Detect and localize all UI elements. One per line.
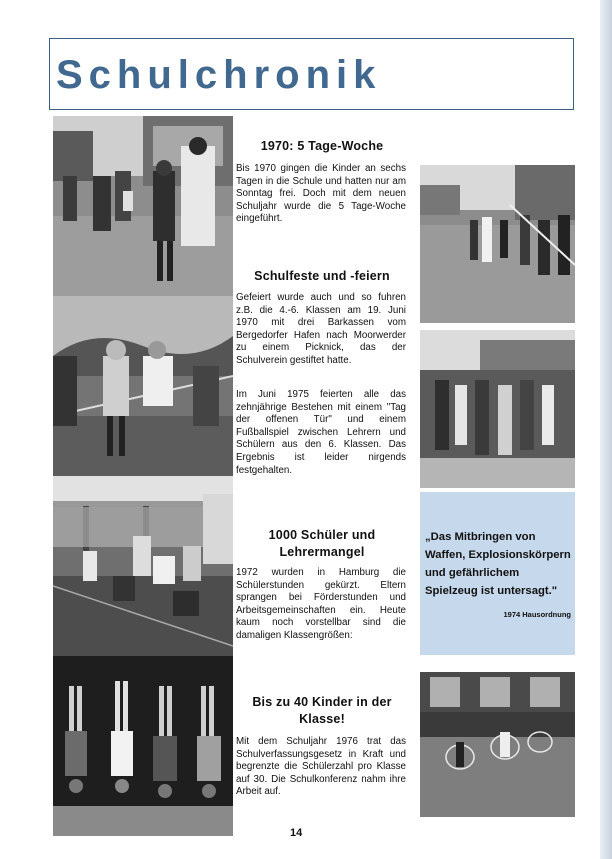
section-text-schulfeste-2: Im Juni 1975 feierten alle das zehnjährige Bestehen mit einem "Tag der offenen Tür" und einem Fußballspiel zwischen Lehrern und Schülern aus den 6. Klassen. Das Ergebnis ist leider nirgends festgehalten. xyxy=(236,389,406,476)
photo-street-parade xyxy=(420,165,575,323)
photo-handstands xyxy=(53,656,233,836)
section-text-schulfeste-1: Gefeiert wurde auch und so fuhren z.B. die 4.-6. Klassen am 19. Juni 1970 mit drei Barkassen vom Bergedorfer Hafen nach Moorwerder zu einem Picknick, das der Schulverein gestiftet hatte. xyxy=(236,292,406,366)
quote-text: „Das Mitbringen von Waffen, Explosionskörpern und gefährlichem Spielzeug ist untersagt." xyxy=(425,531,571,597)
section-heading-40-kinder: Bis zu 40 Kinder in der Klasse! xyxy=(252,695,392,726)
page-number: 14 xyxy=(290,827,303,839)
section-text-5-tage-woche: Bis 1970 gingen die Kinder an sechs Tagen in die Schule und hatten nur am Sonntag frei. Doch mit dem neuen Schuljahr wurde die 5 Tage-Woche eingeführt. xyxy=(236,163,406,225)
section-text-40-kinder: Mit dem Schuljahr 1976 trat das Schulverfassungsgesetz in Kraft und begrenzte die Schülerzahl pro Klasse auf 30. Die Schulkonferenz nahm ihre Arbeit auf. xyxy=(236,736,406,798)
photo-hoops xyxy=(420,672,575,817)
section-text-lehrermangel: 1972 wurden in Hamburg die Schülerstunden gekürzt. Eltern sprangen bei Förderstunden und Arbeitsgemeinschaften ein. Heute kaum noch vorstellbar sind die damaligen Klassengrößen: xyxy=(236,567,406,641)
quote-box xyxy=(420,492,575,655)
section-heading-5-tage-woche: 1970: 5 Tage-Woche xyxy=(260,139,384,153)
photo-schoolyard-crowd xyxy=(420,330,575,488)
photo-schoolyard xyxy=(53,116,233,296)
page-edge xyxy=(600,0,612,859)
section-heading-schulfeste: Schulfeste und -feiern xyxy=(254,269,390,283)
photo-children-rope xyxy=(53,296,233,490)
page-title: Schulchronik xyxy=(56,53,382,97)
photo-schoolgarden xyxy=(53,476,233,656)
section-heading-lehrermangel: 1000 Schüler und Lehrermangel xyxy=(268,528,376,559)
quote-source: 1974 Hausordnung xyxy=(503,610,571,619)
title-box xyxy=(49,38,574,110)
